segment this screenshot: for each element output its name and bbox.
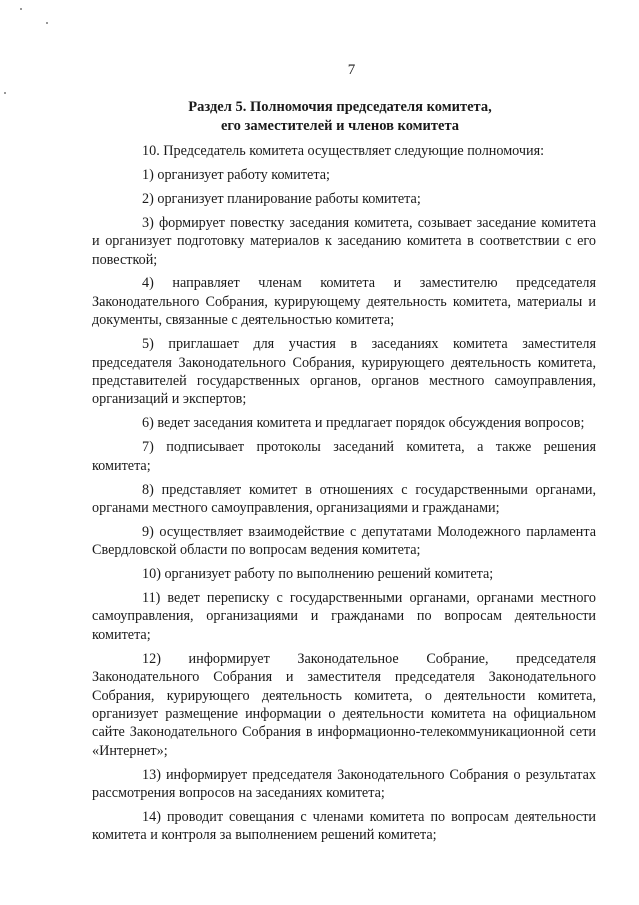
page-number: 7 bbox=[347, 62, 356, 78]
list-item: 12) информирует Законодательное Собрание, председателя Законодательного Собрания и заместителя председателя Законодательного Собрания, курирующего деятельность комитета, о деятельности комитета, организует размещение информации о деятельности комитета на официальном сайте Законодательного Собрания в информационно-телекоммуникационной сети «Интернет»; bbox=[92, 650, 596, 759]
list-item: 11) ведет переписку с государственными органами, органами местного самоуправления, организациями и гражданами по вопросам деятельности комитета; bbox=[92, 590, 596, 643]
list-item: 14) проводит совещания с членами комитета по вопросам деятельности комитета и контроля за выполнением решений комитета; bbox=[92, 809, 596, 844]
document-body bbox=[92, 142, 596, 850]
list-item: 8) представляет комитет в отношениях с государственными органами, органами местного самоуправления, организациями и гражданами; bbox=[92, 481, 596, 516]
section-heading-line-1: Раздел 5. Полномочия председателя комитета, bbox=[188, 99, 492, 115]
list-item: 9) осуществляет взаимодействие с депутатами Молодежного парламента Свердловской области по вопросам ведения комитета; bbox=[92, 523, 596, 559]
list-item: 3) формирует повестку заседания комитета, созывает заседание комитета и организует подготовку материалов к заседанию комитета в соответствии с его повесткой; bbox=[92, 214, 596, 268]
scan-speck bbox=[46, 22, 48, 24]
section-heading-line-2: его заместителей и членов комитета bbox=[220, 118, 460, 134]
section-heading bbox=[90, 98, 590, 136]
list-item: 2) организует планирование работы комитета; bbox=[142, 190, 421, 207]
list-item: 6) ведет заседания комитета и предлагает порядок обсуждения вопросов; bbox=[142, 415, 585, 432]
list-item: 10) организует работу по выполнению решений комитета; bbox=[142, 566, 494, 583]
paragraph-intro: 10. Председатель комитета осуществляет следующие полномочия: bbox=[142, 143, 545, 159]
list-item: 7) подписывает протоколы заседаний комитета, а также решения комитета; bbox=[92, 439, 596, 474]
list-item: 13) информирует председателя Законодательного Собрания о результатах рассмотрения вопросов на заседаниях комитета; bbox=[92, 766, 596, 802]
list-item: 5) приглашает для участия в заседаниях комитета заместителя председателя Законодательного Собрания, курирующего деятельность комитета, представителей государственных органов, органов местного самоуправления, организаций и экспертов; bbox=[92, 336, 596, 408]
scan-speck bbox=[20, 8, 22, 10]
list-item: 1) организует работу комитета; bbox=[142, 166, 330, 183]
scan-speck bbox=[4, 92, 6, 94]
list-item: 4) направляет членам комитета и заместителю председателя Законодательного Собрания, курирующему деятельность комитета, материалы и документы, связанные с деятельностью комитета; bbox=[92, 275, 596, 329]
